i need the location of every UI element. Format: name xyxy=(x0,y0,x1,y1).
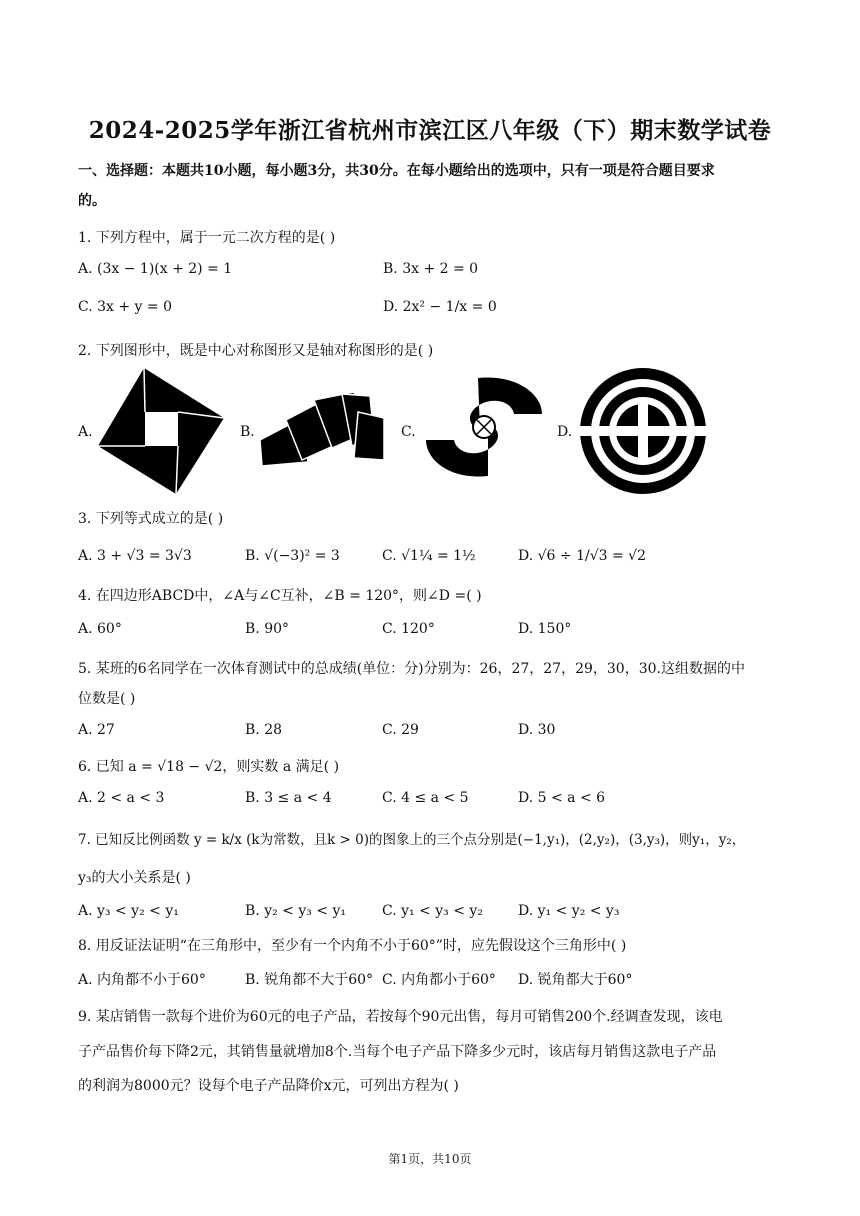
q1-option-d: D. 2x² − 1/x = 0 xyxy=(383,299,497,315)
question-1-stem: 1. 下列方程中，属于一元二次方程的是( ) xyxy=(78,230,336,246)
question-7-stem: 7. 已知反比例函数 y = k/x (k为常数，且k > 0)的图象上的三个点分别是(−1,y₁)，(2,y₂)，(3,y₃)，则y₁，y₂， xyxy=(78,832,746,848)
q3-option-c: C. √1¼ = 1½ xyxy=(382,548,476,564)
q4-option-a: A. 60° xyxy=(78,621,122,637)
q8-option-b: B. 锐角都不大于60° xyxy=(245,972,374,988)
q8-option-a: A. 内角都不小于60° xyxy=(78,972,206,988)
q2-option-a-label: A. xyxy=(78,424,93,440)
q7-option-a: A. y₃ < y₂ < y₁ xyxy=(78,903,179,919)
section-heading-cont: 的。 xyxy=(78,193,106,209)
question-4-stem: 4. 在四边形ABCD中，∠A与∠C互补，∠B = 120°，则∠D =( ) xyxy=(78,588,482,604)
pinwheel-square-figure xyxy=(96,366,226,496)
swirl-figure xyxy=(420,372,548,482)
q4-option-d: D. 150° xyxy=(518,621,572,637)
q8-option-d: D. 锐角都大于60° xyxy=(518,972,633,988)
concentric-circle-figure xyxy=(578,366,708,496)
q2-option-b-label: B. xyxy=(240,424,255,440)
q2-option-c-label: C. xyxy=(401,424,416,440)
q7-option-b: B. y₂ < y₃ < y₁ xyxy=(245,903,347,919)
question-9-stem-cont: 子产品售价每下降2元，其销售量就增加8个.当每个电子产品下降多少元时，该店每月销售这款电子产品 xyxy=(78,1044,717,1060)
section-heading: 一、选择题：本题共10小题，每小题3分，共30分。在每小题给出的选项中，只有一项是符合题目要求 xyxy=(78,163,715,179)
q1-option-b: B. 3x + 2 = 0 xyxy=(383,261,479,277)
q3-option-a: A. 3 + √3 = 3√3 xyxy=(78,548,192,564)
q6-option-b: B. 3 ≤ a < 4 xyxy=(245,790,332,806)
question-5-stem-cont: 位数是( ) xyxy=(78,691,136,707)
q5-option-b: B. 28 xyxy=(245,722,283,738)
q5-option-a: A. 27 xyxy=(78,722,115,738)
question-2-stem: 2. 下列图形中，既是中心对称图形又是轴对称图形的是( ) xyxy=(78,343,434,359)
q6-option-d: D. 5 < a < 6 xyxy=(518,790,606,806)
q3-option-d: D. √6 ÷ 1/√3 = √2 xyxy=(518,548,646,564)
page-footer: 第1页，共10页 xyxy=(388,1152,472,1166)
q8-option-c: C. 内角都小于60° xyxy=(382,972,496,988)
q1-option-c: C. 3x + y = 0 xyxy=(78,299,172,315)
question-9-stem: 9. 某店销售一款每个进价为60元的电子产品，若按每个90元出售，每月可销售200个.经调查发现，该电 xyxy=(78,1009,723,1025)
question-7-stem-cont: y₃的大小关系是( ) xyxy=(78,870,191,886)
q7-option-c: C. y₁ < y₃ < y₂ xyxy=(382,903,483,919)
question-9-stem-cont2: 的利润为8000元？设每个电子产品降价x元，可列出方程为( ) xyxy=(78,1078,459,1094)
q5-option-c: C. 29 xyxy=(382,722,419,738)
q4-option-b: B. 90° xyxy=(245,621,290,637)
question-6-stem: 6. 已知 a = √18 − √2，则实数 a 满足( ) xyxy=(78,759,340,775)
question-3-stem: 3. 下列等式成立的是( ) xyxy=(78,511,224,527)
q2-option-d-label: D. xyxy=(557,424,573,440)
q7-option-d: D. y₁ < y₂ < y₃ xyxy=(518,903,620,919)
question-8-stem: 8. 用反证法证明“在三角形中，至少有一个内角不小于60°”时，应先假设这个三角形中( ) xyxy=(78,938,627,954)
q1-option-a: A. (3x − 1)(x + 2) = 1 xyxy=(78,261,233,277)
page-title: 2024-2025学年浙江省杭州市滨江区八年级（下）期末数学试卷 xyxy=(88,117,772,144)
q4-option-c: C. 120° xyxy=(382,621,435,637)
q6-option-a: A. 2 < a < 3 xyxy=(78,790,165,806)
fanned-squares-figure xyxy=(258,388,388,468)
q3-option-b: B. √(−3)² = 3 xyxy=(245,548,340,564)
q5-option-d: D. 30 xyxy=(518,722,556,738)
q6-option-c: C. 4 ≤ a < 5 xyxy=(382,790,469,806)
question-5-stem: 5. 某班的6名同学在一次体育测试中的总成绩(单位：分)分别为：26，27，27，29，30，30.这组数据的中 xyxy=(78,661,745,677)
